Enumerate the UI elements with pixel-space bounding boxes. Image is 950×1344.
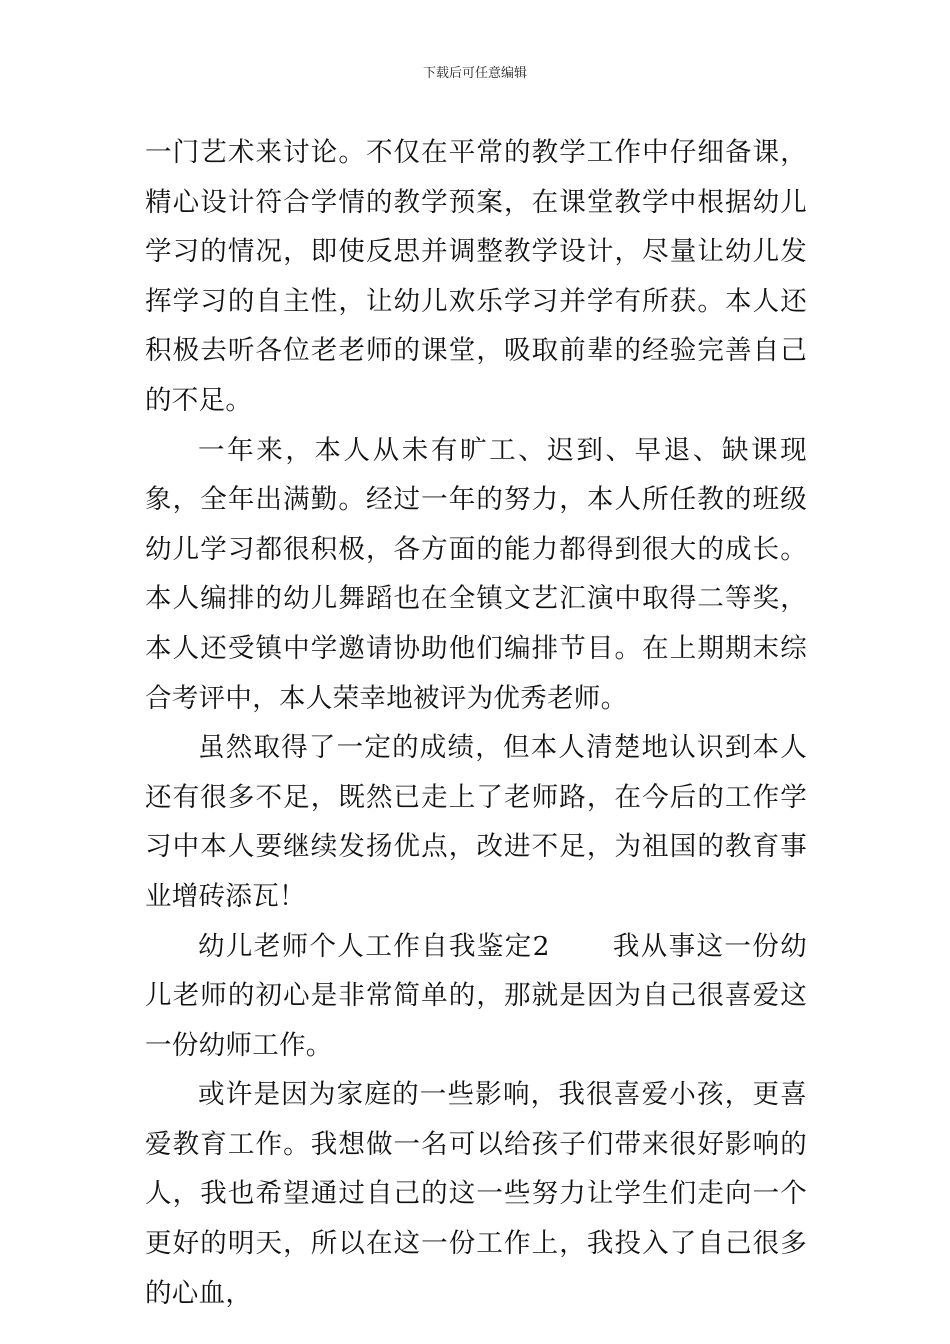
paragraph-4 — [145, 922, 807, 1071]
document-body — [145, 128, 807, 1318]
paragraph-3: 虽然取得了一定的成绩，但本人清楚地认识到本人还有很多不足，既然已走上了老师路，在今后的工作学习中本人要继续发扬优点，改进不足，为祖国的教育事业增砖添瓦！ — [145, 732, 807, 912]
page-header: 下载后可任意编辑 — [422, 66, 527, 81]
paragraph-4-text: 我从事这一份幼儿老师的初心是非常简单的，那就是因为自己很喜爱这一份幼师工作。 — [145, 930, 807, 1061]
paragraph-5: 或许是因为家庭的一些影响，我很喜爱小孩，更喜爱教育工作。我想做一名可以给孩子们带来很好影响的人，我也希望通过自己的这一些努力让学生们走向一个更好的明天，所以在这一份工作上，我投入了自己很多的心血， — [145, 1079, 807, 1309]
paragraph-1: 一门艺术来讨论。不仅在平常的教学工作中仔细备课，精心设计符合学情的教学预案，在课堂教学中根据幼儿学习的情况，即使反思并调整教学设计，尽量让幼儿发挥学习的自主性，让幼儿欢乐学习并学有所获。本人还积极去听各位老老师的课堂，吸取前辈的经验完善自己的不足。 — [145, 137, 807, 416]
section-heading: 幼儿老师个人工作自我鉴定2 — [198, 930, 550, 962]
paragraph-2: 一年来，本人从未有旷工、迟到、早退、缺课现象，全年出满勤。经过一年的努力，本人所任教的班级幼儿学习都很积极，各方面的能力都得到很大的成长。本人编排的幼儿舞蹈也在全镇文艺汇演中取得二等奖，本人还受镇中学邀请协助他们编排节目。在上期期末综合考评中，本人荣幸地被评为优秀老师。 — [145, 434, 807, 714]
